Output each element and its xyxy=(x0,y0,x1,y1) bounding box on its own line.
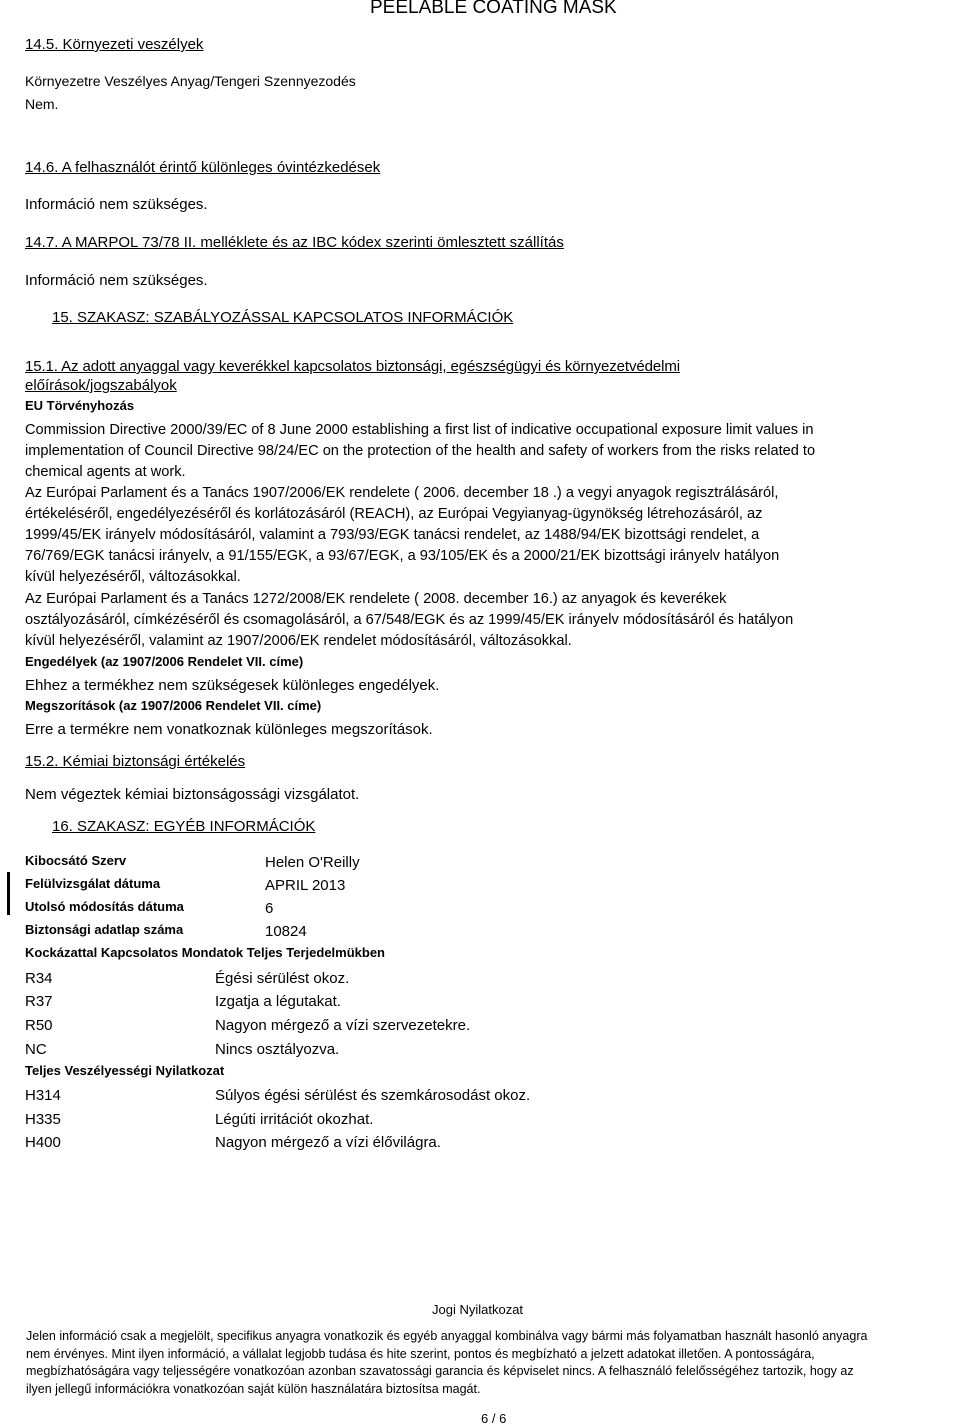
section-15-2-heading: 15.2. Kémiai biztonsági értékelés xyxy=(25,753,246,770)
section-14-5-heading: 14.5. Környezeti veszélyek xyxy=(25,36,204,53)
commission-line: implementation of Council Directive 98/24/EC on the protection of the health and safety of workers from the risks related to xyxy=(25,443,816,459)
sds-number-label: Biztonsági adatlap száma xyxy=(25,922,184,937)
section-15-2-text: Nem végeztek kémiai biztonságossági vizsgálatot. xyxy=(25,786,360,803)
environmental-hazard-label: Környezetre Veszélyes Anyag/Tengeri Szennyezodés xyxy=(25,73,356,89)
disclaimer-line: Jelen információ csak a megjelölt, specifikus anyagra vonatkozik és egyéb anyaggal kombinálva vagy bármi más folyamatban használt hasonló anyagra xyxy=(26,1329,868,1343)
clp-line: Az Európai Parlament és a Tanács 1272/2008/EK rendelete ( 2008. december 16.) az anyagok és keverékek xyxy=(25,591,727,607)
restrictions-text: Erre a termékre nem vonatkoznak különleges megszorítások. xyxy=(25,721,433,738)
hazard-statement-text: Súlyos égési sérülést és szemkárosodást okoz. xyxy=(215,1087,531,1104)
risk-phrase-text: Égési sérülést okoz. xyxy=(215,970,350,987)
sds-number-value: 10824 xyxy=(265,923,307,940)
revision-date-value: APRIL 2013 xyxy=(265,877,346,894)
reach-line: Az Európai Parlament és a Tanács 1907/2006/EK rendelete ( 2006. december 18 .) a vegyi anyagok regisztrálásáról, xyxy=(25,485,779,501)
risk-phrase-code: R34 xyxy=(25,970,53,987)
commission-line: chemical agents at work. xyxy=(25,464,186,480)
risk-phrase-text: Izgatja a légutakat. xyxy=(215,993,341,1010)
clp-line: kívül helyezéséről, valamint az 1907/2006/EK rendelet módosításáról, változásokkal. xyxy=(25,633,572,649)
risk-phrases-heading: Kockázattal Kapcsolatos Mondatok Teljes Terjedelmükben xyxy=(25,945,386,960)
reach-line: kívül helyezéséről, változásokkal. xyxy=(25,569,241,585)
restrictions-label: Megszorítások (az 1907/2006 Rendelet VII. címe) xyxy=(25,698,322,713)
commission-line: Commission Directive 2000/39/EC of 8 June 2000 establishing a first list of indicative occupational exposure limit values in xyxy=(25,422,814,438)
hazard-statement-code: H400 xyxy=(25,1134,61,1151)
section-14-6-heading: 14.6. A felhasználót érintő különleges óvintézkedések xyxy=(25,159,381,176)
revision-number-value: 6 xyxy=(265,900,274,917)
disclaimer-line: nem érvényes. Mint ilyen információ, a vállalat legjobb tudása és hite szerint, pontos és megbízható a jelzett adatokat illetően. A pontosságára, xyxy=(26,1346,815,1361)
risk-phrase-code: R37 xyxy=(25,993,53,1010)
authorisations-text: Ehhez a termékhez nem szükségesek különleges engedélyek. xyxy=(25,677,440,694)
risk-phrase-code: NC xyxy=(25,1041,47,1058)
disclaimer-line: ilyen jellegű információkra vonatkozóan saját külön használatára biztosítsa magát. xyxy=(26,1381,481,1396)
clp-regulation-paragraph xyxy=(25,589,895,652)
document-title: PEELABLE COATING MASK xyxy=(370,0,617,18)
eu-legislation-label: EU Törvényhozás xyxy=(25,398,135,413)
environmental-hazard-value: Nem. xyxy=(25,96,59,112)
risk-phrase-text: Nincs osztályozva. xyxy=(215,1041,340,1058)
authorisations-label: Engedélyek (az 1907/2006 Rendelet VII. címe) xyxy=(25,654,304,669)
hazard-statements-heading: Teljes Veszélyességi Nyilatkozat xyxy=(25,1063,225,1078)
reach-regulation-paragraph xyxy=(25,483,895,588)
risk-phrase-text: Nagyon mérgező a vízi szervezetekre. xyxy=(215,1017,471,1034)
hazard-statement-text: Légúti irritációt okozhat. xyxy=(215,1111,374,1128)
hazard-statement-code: H314 xyxy=(25,1087,61,1104)
revision-date-label: Felülvizsgálat dátuma xyxy=(25,876,161,891)
reach-line: értékeléséről, engedélyezéséről és korlátozásáról (REACH), az Európai Vegyianyag-ügynökség létrehozásáról, az xyxy=(25,506,763,522)
section-15-1-heading-line2: előírások/jogszabályok xyxy=(25,377,177,394)
legal-disclaimer-title: Jogi Nyilatkozat xyxy=(432,1302,524,1317)
section-16-heading: 16. SZAKASZ: EGYÉB INFORMÁCIÓK xyxy=(52,818,316,835)
reach-line: 76/769/EGK tanácsi irányelv, a 91/155/EGK, a 93/67/EGK, a 93/105/EK és a 2000/21/EK bizottsági irányelv hatályon xyxy=(25,548,780,564)
commission-directive-paragraph xyxy=(25,420,895,483)
issued-by-value: Helen O'Reilly xyxy=(265,854,360,871)
revision-number-label: Utolsó módosítás dátuma xyxy=(25,899,184,914)
page-number: 6 / 6 xyxy=(481,1411,507,1426)
hazard-statement-text: Nagyon mérgező a vízi élővilágra. xyxy=(215,1134,441,1151)
hazard-statement-code: H335 xyxy=(25,1111,61,1128)
disclaimer-line: megbízhatóságára vagy teljességére vonatkozóan azonban szavatossági garancia és képviselet nincs. A felhasználó felelősségéhez tartozik, hogy az xyxy=(26,1364,854,1378)
section-14-7-text: Információ nem szükséges. xyxy=(25,272,208,289)
legal-disclaimer-text xyxy=(26,1328,867,1398)
risk-phrase-code: R50 xyxy=(25,1017,53,1034)
section-15-1-heading-line1: 15.1. Az adott anyaggal vagy keverékkel kapcsolatos biztonsági, egészségügyi és környezetvédelmi xyxy=(25,358,680,375)
section-15-heading: 15. SZAKASZ: SZABÁLYOZÁSSAL KAPCSOLATOS INFORMÁCIÓK xyxy=(52,309,514,326)
section-14-7-heading: 14.7. A MARPOL 73/78 II. melléklete és az IBC kódex szerinti ömlesztett szállítás xyxy=(25,234,564,251)
clp-line: osztályozásáról, címkézéséről és csomagolásáról, a 67/548/EGK és az 1999/45/EK irányelv módosításáról és hatályon xyxy=(25,612,794,628)
section-14-6-text: Információ nem szükséges. xyxy=(25,196,208,213)
issued-by-label: Kibocsátó Szerv xyxy=(25,853,127,868)
revision-marker xyxy=(7,872,10,915)
reach-line: 1999/45/EK irányelv módosításáról, valamint a 793/93/EGK tanácsi rendelet, az 1488/94/EK bizottsági rendelet, a xyxy=(25,527,760,543)
